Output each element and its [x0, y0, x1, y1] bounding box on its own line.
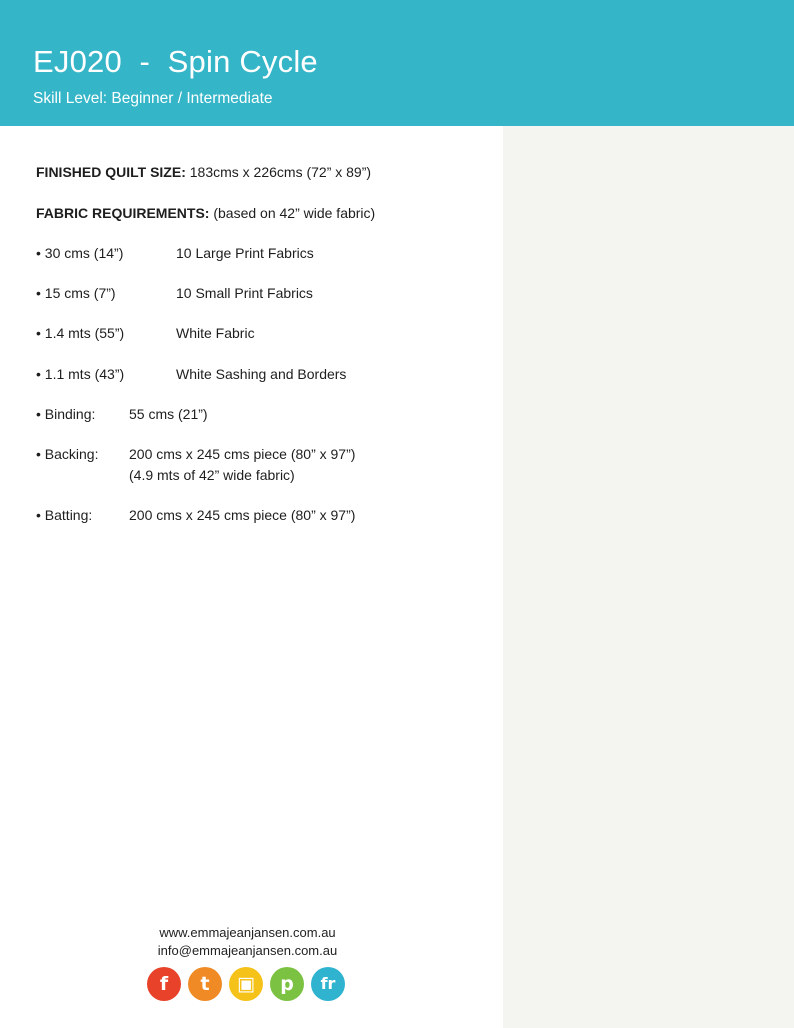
fabric-description: 10 Large Print Fabrics	[176, 245, 314, 261]
email-link[interactable]: info@emmajeanjansen.com.au	[157, 943, 338, 958]
website-link[interactable]: www.emmajeanjansen.com.au	[159, 925, 336, 940]
binding-label: • Binding:	[36, 406, 96, 422]
pinterest-icon[interactable]: p	[270, 967, 304, 1001]
batting-value: 200 cms x 245 cms piece (80” x 97”)	[129, 507, 356, 523]
twitter-icon[interactable]: t	[188, 967, 222, 1001]
fabric-requirements-note: (based on 42” wide fabric)	[213, 205, 376, 221]
fabric-amount: • 1.1 mts (43”)	[36, 366, 125, 382]
fabric-description: White Fabric	[176, 325, 255, 341]
skill-level: Skill Level: Beginner / Intermediate	[33, 90, 273, 107]
fabric-description: 10 Small Print Fabrics	[176, 285, 313, 301]
batting-row	[36, 507, 356, 523]
backing-value: 200 cms x 245 cms piece (80” x 97”)	[129, 446, 356, 462]
batting-label: • Batting:	[36, 507, 93, 523]
finished-size-label: FINISHED QUILT SIZE:	[36, 164, 186, 180]
fabric-amount: • 30 cms (14”)	[36, 245, 124, 261]
binding-value: 55 cms (21”)	[129, 406, 208, 422]
quilt-photo	[503, 126, 794, 1028]
finished-size-value: 183cms x 226cms (72” x 89”)	[189, 164, 372, 180]
fabric-item	[36, 366, 347, 382]
backing-row	[36, 446, 356, 462]
backing-note: (4.9 mts of 42” wide fabric)	[129, 467, 295, 483]
backing-label: • Backing:	[36, 446, 99, 462]
page-title: EJ020 - Spin Cycle	[33, 44, 318, 79]
binding-row	[36, 406, 208, 422]
fabric-item	[36, 245, 314, 261]
instagram-icon[interactable]: ▣	[229, 967, 263, 1001]
fabric-requirements-row	[36, 205, 375, 221]
quilt-image	[503, 126, 794, 1028]
fr-icon[interactable]: fr	[311, 967, 345, 1001]
fabric-item	[36, 285, 313, 301]
fabric-requirements-label: FABRIC REQUIREMENTS:	[36, 205, 210, 221]
header-banner	[0, 0, 794, 126]
finished-size-row	[36, 164, 371, 180]
fabric-amount: • 15 cms (7”)	[36, 285, 116, 301]
fabric-item	[36, 325, 255, 341]
facebook-icon[interactable]: f	[147, 967, 181, 1001]
fabric-amount: • 1.4 mts (55”)	[36, 325, 125, 341]
fabric-description: White Sashing and Borders	[176, 366, 347, 382]
social-icons	[147, 967, 347, 1003]
